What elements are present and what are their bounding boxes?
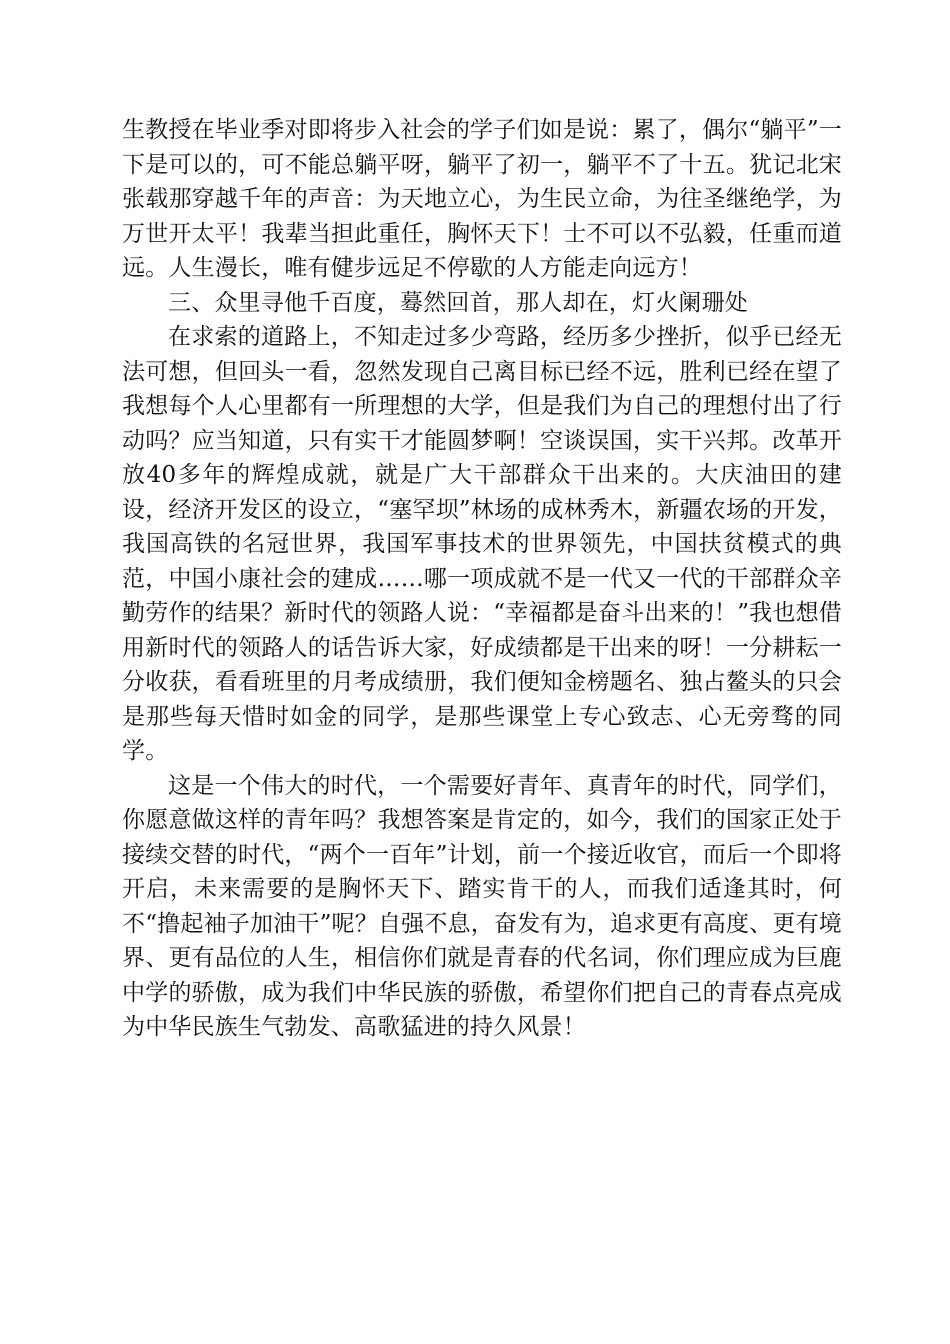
section-heading: 三、众里寻他千百度，蓦然回首，那人却在，灯火阑珊处 — [168, 289, 748, 316]
paragraph-great-era: 这是一个伟大的时代，一个需要好青年、真青年的时代，同学们，你愿意做这样的青年吗？我想答案是肯定的，如今，我们的国家正处于接续交替的时代，“两个一百年”计划，前一个接近收官，而后一个即将开启，未来需要的是胸怀天下、踏实肯干的人，而我们适逢其时，何不“撸起袖子加油干”呢？自强不息，奋发有为，追求更有高度、更有境界、更有品位的人生，相信你们就是青春的代名词，你们理应成为巨鹿中学的骄傲，成为我们中华民族的骄傲，希望你们把自己的青春点亮成为中华民族生气勃发、高歌猛进的持久风景！ — [122, 772, 842, 1040]
paragraph-pursuit: 在求索的道路上，不知走过多少弯路，经历多少挫折，似乎已经无法可想，但回头一看，忽然发现自己离目标已经不远，胜利已经在望了我想每个人心里都有一所理想的大学，但是我们为自己的理想付出了行动吗？应当知道，只有实干才能圆梦啊！空谈误国，实干兴邦。改革开放40多年的辉煌成就，就是广大干部群众干出来的。大庆油田的建设，经济开发区的设立，“塞罕坝”林场的成林秀木，新疆农场的开发，我国高铁的名冠世界，我国军事技术的世界领先，中国扶贫模式的典范，中国小康社会的建成……哪一项成就不是一代又一代的干部群众辛勤劳作的结果？新时代的领路人说：“幸福都是奋斗出来的！”我也想借用新时代的领路人的话告诉大家，好成绩都是干出来的呀！一分耕耘一分收获，看看班里的月考成绩册，我们便知金榜题名、独占鳌头的只会是那些每天惜时如金的同学，是那些课堂上专心致志、心无旁骛的同学。 — [122, 324, 842, 764]
document-body — [122, 113, 842, 1045]
paragraph-continuation: 生教授在毕业季对即将步入社会的学子们如是说：累了，偶尔“躺平”一下是可以的，可不能总躺平呀，躺平了初一，躺平不了十五。犹记北宋张载那穿越千年的声音：为天地立心，为生民立命，为往圣继绝学，为万世开太平！我辈当担此重任，胸怀天下！士不可以不弘毅，任重而道远。人生漫长，唯有健步远足不停歇的人方能走向远方！ — [122, 117, 842, 281]
